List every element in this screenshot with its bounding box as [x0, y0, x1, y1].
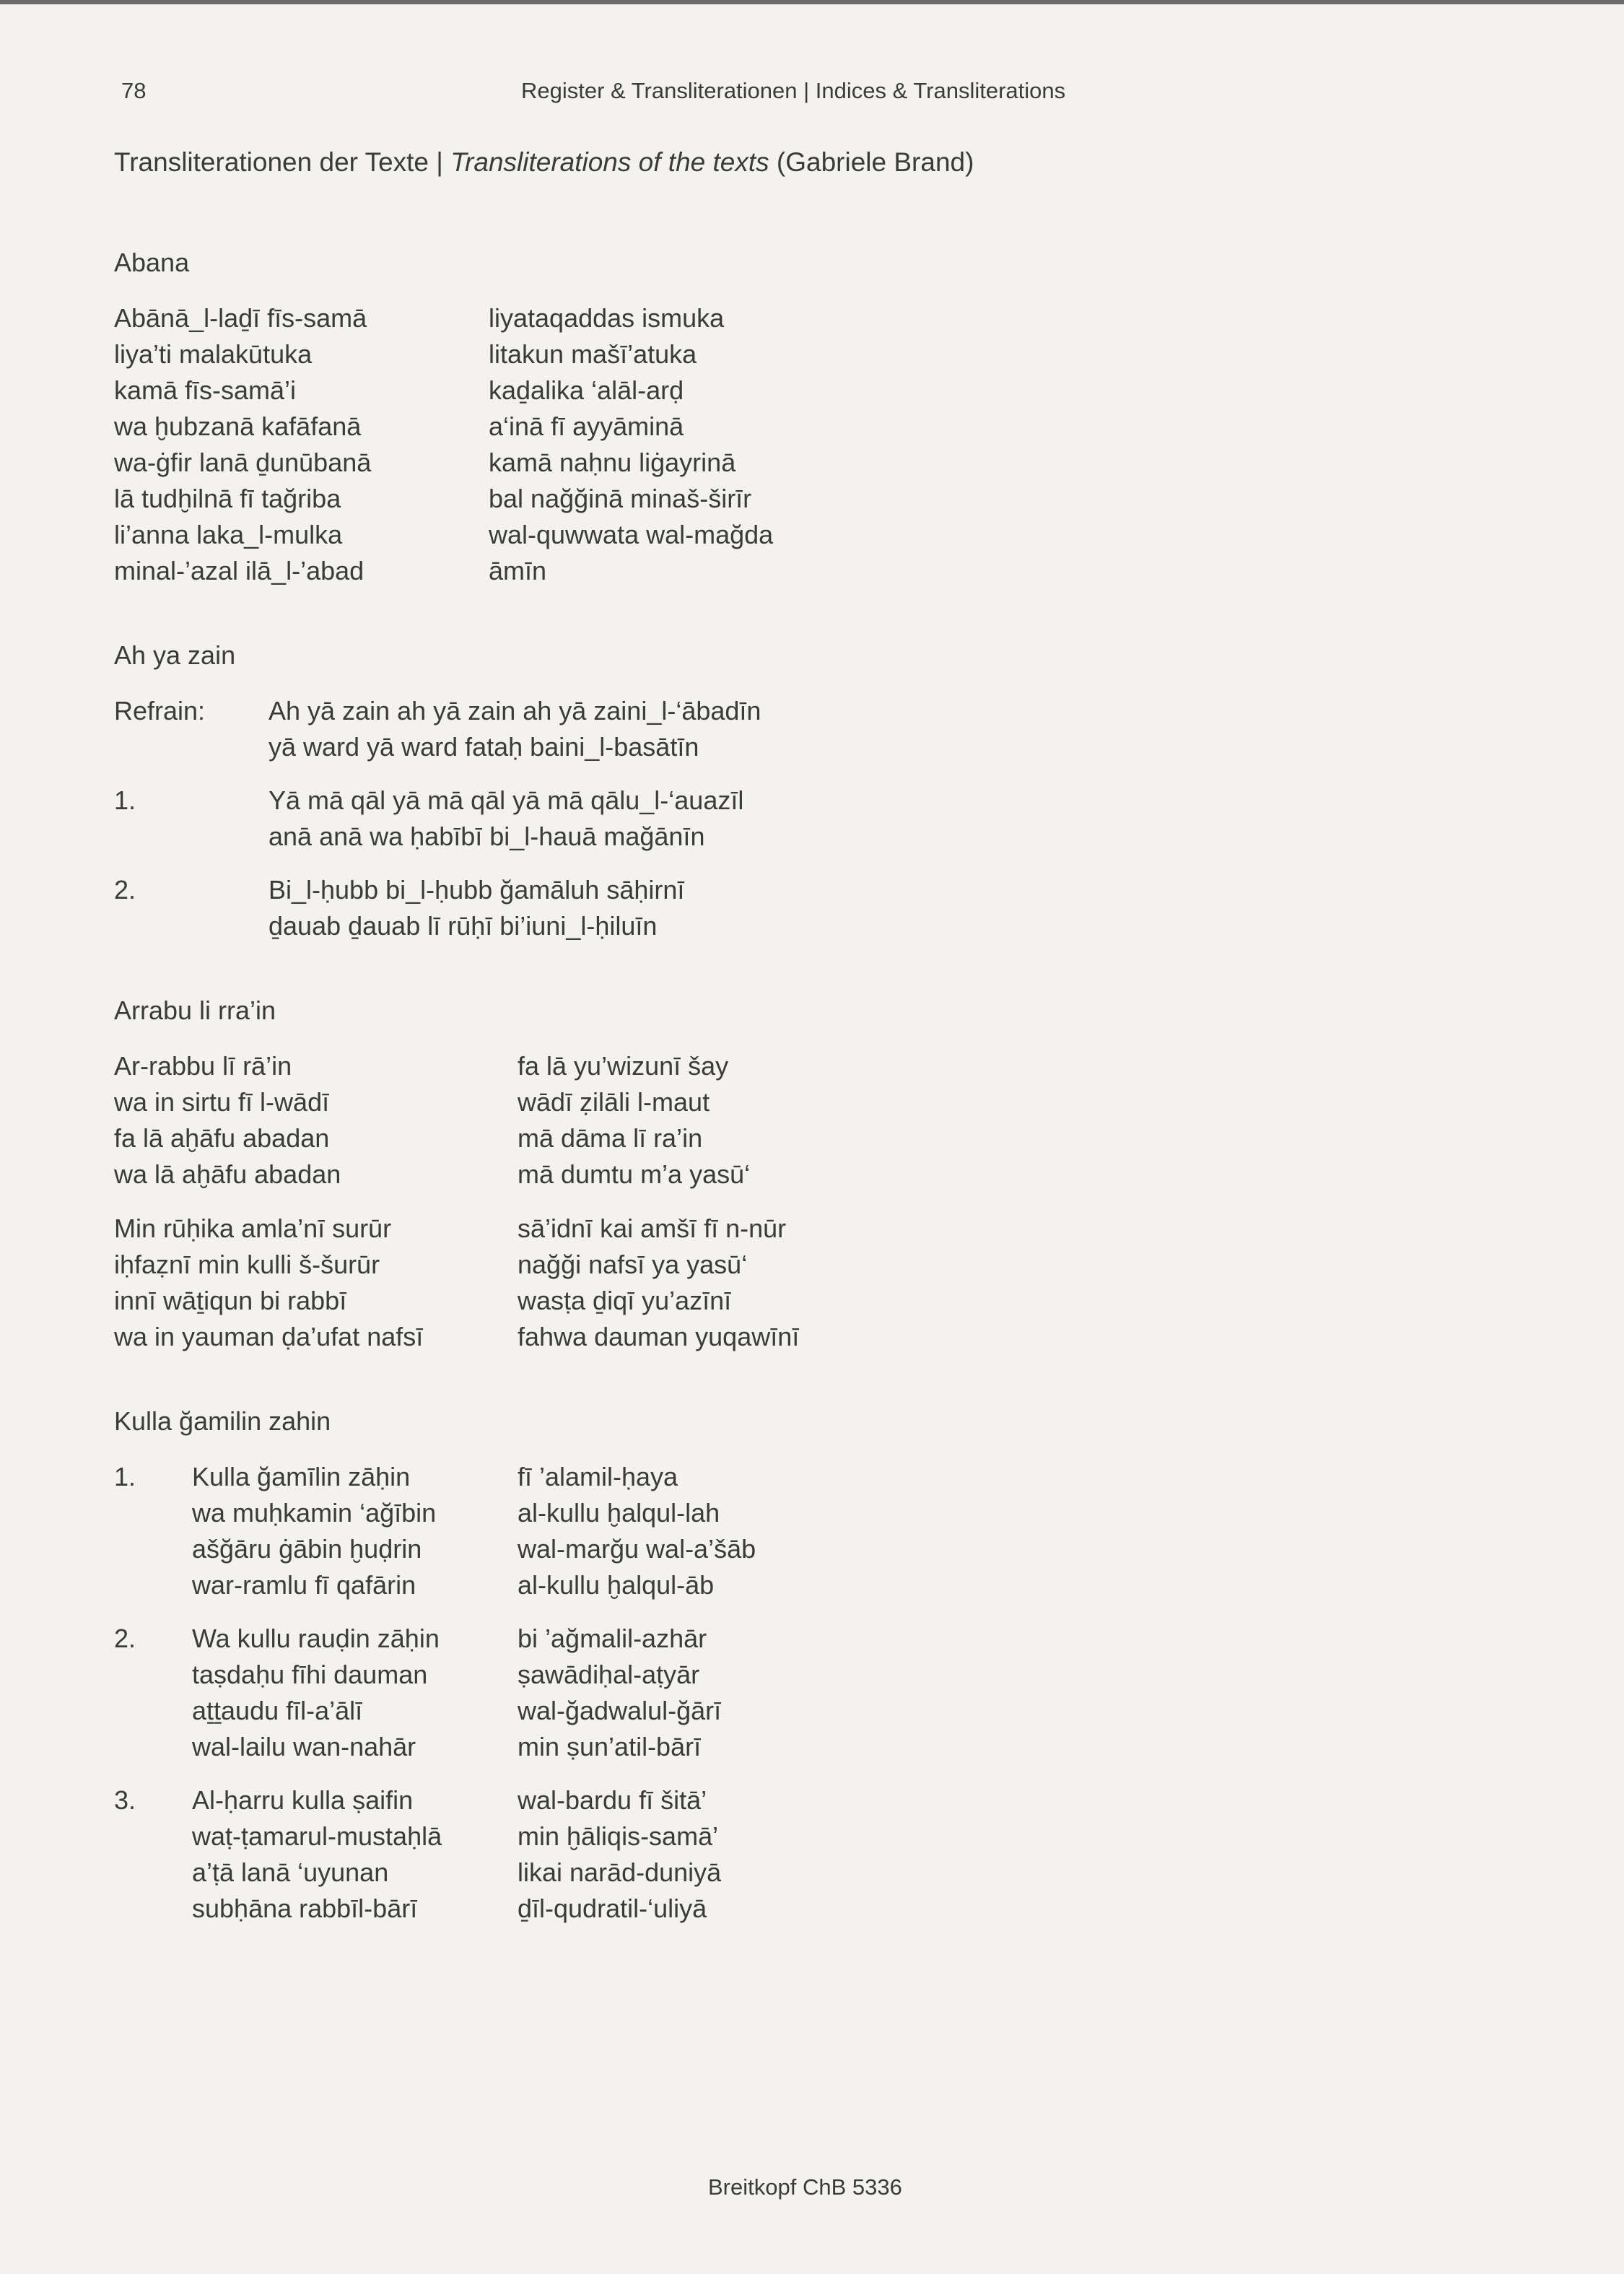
verse-line: wa in yauman ḍa’ufat nafsī — [114, 1322, 424, 1351]
kulla-verse-3-right — [518, 1782, 721, 1927]
section-title-kulla: Kulla ğamilin zahin — [114, 1406, 331, 1436]
verse-line: wa muḥkamin ‘ağībin — [192, 1498, 437, 1528]
verse-line: lā tudḫilnā fī tağriba — [114, 484, 341, 513]
verse-line: litakun mašī’atuka — [489, 339, 697, 369]
verse-line: bi ’ağmalil-azhār — [518, 1624, 707, 1653]
verse-line: mā dāma lī ra’in — [518, 1123, 703, 1153]
page-number: 78 — [121, 78, 147, 103]
verse-line: wal-quwwata wal-mağda — [489, 520, 774, 549]
arrabu-stanza-2-right — [518, 1211, 799, 1355]
title-plain: Transliterationen der Texte | — [114, 147, 451, 177]
abana-left-column — [114, 300, 371, 589]
verse-line: nağği nafsī ya yasū‘ — [518, 1250, 748, 1279]
verse-line: iḥfaẓnī min kulli š-šurūr — [114, 1250, 380, 1279]
verse-number: 3. — [114, 1785, 136, 1815]
verse-line: wasṭa ḏiqī yu’azīnī — [518, 1286, 732, 1315]
verse-line: mā dumtu m’a yasū‘ — [518, 1159, 751, 1189]
running-head: Register & Transliterationen | Indices & Transliterations — [521, 78, 1066, 103]
title-italic: Transliterations of the texts — [450, 147, 769, 177]
verse-line: war-ramlu fī qafārin — [192, 1570, 416, 1600]
title-suffix: (Gabriele Brand) — [769, 147, 974, 177]
verse-line: Wa kullu rauḍin zāḥin — [192, 1624, 440, 1653]
abana-right-column — [489, 300, 773, 589]
verse-line: fa lā yu’wizunī šay — [518, 1051, 729, 1081]
page-title — [114, 147, 974, 178]
verse-line: a‘inā fī ayyāminā — [489, 411, 684, 441]
verse-line: ḏauab ḏauab lī rūḥī bi’iuni_l-ḥiluīn — [269, 911, 658, 941]
verse-line: min ḫāliqis-samā’ — [518, 1821, 719, 1851]
verse-line: wa ḫubzanā kafāfanā — [114, 411, 362, 441]
verse-line: minal-’azal ilā_l-’abad — [114, 556, 364, 585]
verse-line: aṯṯaudu fīl-a’ālī — [192, 1696, 363, 1725]
verse-line: wādī ẓilāli l-maut — [518, 1087, 710, 1117]
verse-line: ṣawādiḥal-aṭyār — [518, 1660, 700, 1689]
verse-line: al-kullu ḫalqul-lah — [518, 1498, 720, 1528]
verse-line: al-kullu ḫalqul-āb — [518, 1570, 715, 1600]
arrabu-stanza-2-left — [114, 1211, 423, 1355]
verse-line: wal-ğadwalul-ğārī — [518, 1696, 722, 1725]
verse-line: a’ṭā lanā ‘uyunan — [192, 1857, 389, 1887]
verse-line: li’anna laka_l-mulka — [114, 520, 343, 549]
verse-line: fa lā aḫāfu abadan — [114, 1123, 330, 1153]
verse-line: bal nağğinā minaš-širīr — [489, 484, 752, 513]
verse-number: 1. — [114, 1462, 136, 1491]
verse-2-lines — [269, 872, 684, 944]
verse-line: Bi_l-ḥubb bi_l-ḥubb ğamāluh sāḥirnī — [269, 875, 685, 905]
verse-number: 2. — [114, 1624, 136, 1653]
verse-line: wa lā aḫāfu abadan — [114, 1159, 341, 1189]
verse-line: liya’ti malakūtuka — [114, 339, 313, 369]
verse-line: fī ’alamil-ḥaya — [518, 1462, 678, 1491]
verse-line: Ar-rabbu lī rā’in — [114, 1051, 292, 1081]
verse-line: innī wāṯiqun bi rabbī — [114, 1286, 347, 1315]
verse-line: Al-ḥarru kulla ṣaifin — [192, 1785, 414, 1815]
verse-line: wa-ġfir lanā ḏunūbanā — [114, 448, 372, 477]
verse-line: anā anā wa ḥabībī bi_l-hauā mağānīn — [269, 822, 705, 851]
verse-line: fahwa dauman yuqawīnī — [518, 1322, 800, 1351]
kulla-verse-3-left — [192, 1782, 442, 1927]
verse-line: Abānā_l-laḏī fīs-samā — [114, 303, 367, 333]
section-title-arrabu: Arrabu li rra’in — [114, 996, 276, 1025]
refrain-lines — [269, 693, 761, 765]
verse-line: wal-bardu fī šitā’ — [518, 1785, 707, 1815]
section-title-ah-ya-zain: Ah ya zain — [114, 640, 236, 670]
verse-line: min ṣun’atil-bārī — [518, 1732, 702, 1761]
kulla-verse-2-right — [518, 1621, 721, 1765]
verse-line: kamā fīs-samā’i — [114, 375, 297, 405]
verse-number: 1. — [114, 785, 136, 815]
refrain-label: Refrain: — [114, 696, 206, 726]
arrabu-stanza-1-right — [518, 1048, 750, 1193]
verse-line: sā’idnī kai amšī fī n-nūr — [518, 1214, 787, 1243]
verse-number: 2. — [114, 875, 136, 905]
arrabu-stanza-1-left — [114, 1048, 341, 1193]
verse-line: ašğāru ġābin ḫuḍrin — [192, 1534, 422, 1564]
verse-line: kamā naḥnu liġayrinā — [489, 448, 736, 477]
verse-line: Min rūḥika amla’nī surūr — [114, 1214, 392, 1243]
verse-line: Ah yā zain ah yā zain ah yā zaini_l-‘ābadīn — [269, 696, 761, 726]
verse-line: Kulla ğamīlin zāḥin — [192, 1462, 411, 1491]
kulla-verse-1-right — [518, 1459, 756, 1603]
verse-line: waṭ-ṭamarul-mustaḥlā — [192, 1821, 442, 1851]
scan-top-edge — [0, 0, 1624, 4]
verse-line: subḥāna rabbīl-bārī — [192, 1894, 418, 1923]
verse-line: yā ward yā ward fataḥ baini_l-basātīn — [269, 732, 699, 762]
footer-catalog-number: Breitkopf ChB 5336 — [708, 2174, 902, 2200]
verse-line: wal-lailu wan-nahār — [192, 1732, 416, 1761]
verse-line: wal-marğu wal-a’šāb — [518, 1534, 756, 1564]
kulla-verse-1-left — [192, 1459, 436, 1603]
verse-line: Yā mā qāl yā mā qāl yā mā qālu_l-‘auazīl — [269, 785, 744, 815]
verse-1-lines — [269, 783, 743, 855]
verse-line: āmīn — [489, 556, 547, 585]
verse-line: ḏīl-qudratil-‘uliyā — [518, 1894, 707, 1923]
verse-line: liyataqaddas ismuka — [489, 303, 725, 333]
verse-line: likai narād-duniyā — [518, 1857, 722, 1887]
verse-line: kaḏalika ‘alāl-arḍ — [489, 375, 684, 405]
kulla-verse-2-left — [192, 1621, 440, 1765]
section-title-abana: Abana — [114, 248, 190, 277]
verse-line: taṣdaḥu fīhi dauman — [192, 1660, 428, 1689]
verse-line: wa in sirtu fī l-wādī — [114, 1087, 330, 1117]
